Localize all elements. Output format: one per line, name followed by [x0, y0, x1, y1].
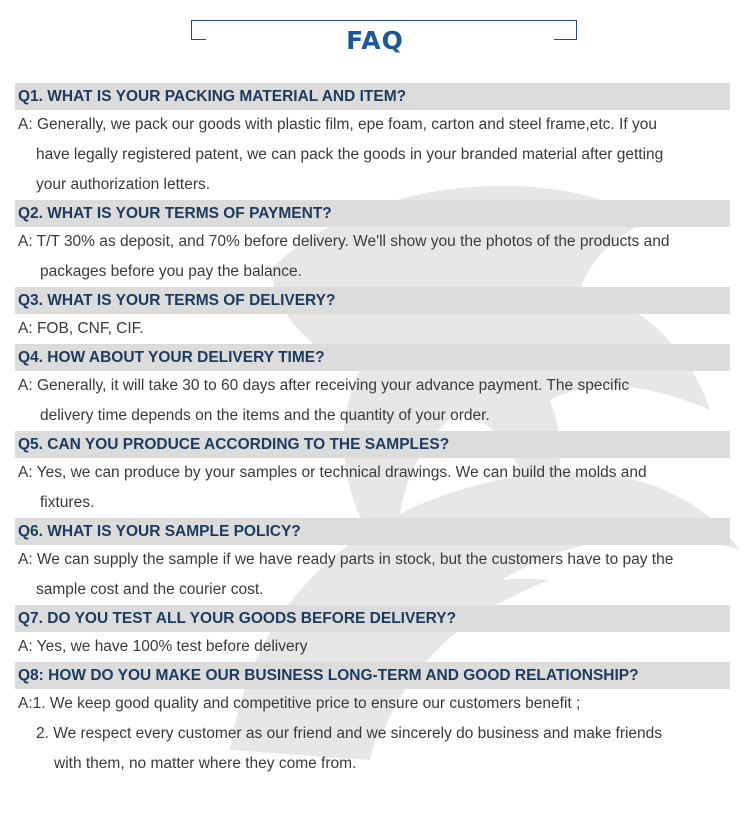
- question-7: Q7. DO YOU TEST ALL YOUR GOODS BEFORE DELIVERY?: [15, 605, 730, 632]
- question-5: Q5. CAN YOU PRODUCE ACCORDING TO THE SAMPLES?: [15, 431, 730, 458]
- answer-line: A: T/T 30% as deposit, and 70% before delivery. We'll show you the photos of the products and: [18, 233, 670, 250]
- answer-line: A:1. We keep good quality and competitive price to ensure our customers benefit ;: [18, 695, 581, 712]
- answer-line: with them, no matter where they come from.: [54, 755, 357, 772]
- answer-line: have legally registered patent, we can pack the goods in your branded material after getting: [36, 146, 664, 163]
- answer-line: A: Yes, we can produce by your samples or technical drawings. We can build the molds and: [18, 464, 647, 481]
- question-1: Q1. WHAT IS YOUR PACKING MATERIAL AND ITEM?: [15, 83, 730, 110]
- answer-line: A: Yes, we have 100% test before delivery: [18, 638, 308, 655]
- question-8: Q8: HOW DO YOU MAKE OUR BUSINESS LONG-TERM AND GOOD RELATIONSHIP?: [15, 662, 730, 689]
- answer-4: [0, 371, 750, 431]
- page-title: FAQ: [346, 26, 404, 55]
- answer-1: [0, 110, 750, 200]
- answer-line: delivery time depends on the items and the quantity of your order.: [40, 407, 490, 424]
- faq-list: [0, 83, 750, 779]
- question-2: Q2. WHAT IS YOUR TERMS OF PAYMENT?: [15, 200, 730, 227]
- answer-5: [0, 458, 750, 518]
- question-3: Q3. WHAT IS YOUR TERMS OF DELIVERY?: [15, 287, 730, 314]
- answer-8: [0, 689, 750, 779]
- question-4: Q4. HOW ABOUT YOUR DELIVERY TIME?: [15, 344, 730, 371]
- answer-7: [0, 632, 750, 662]
- question-6: Q6. WHAT IS YOUR SAMPLE POLICY?: [15, 518, 730, 545]
- answer-line: your authorization letters.: [36, 176, 211, 193]
- answer-line: packages before you pay the balance.: [40, 263, 302, 280]
- answer-3: [0, 314, 750, 344]
- answer-line: A: We can supply the sample if we have ready parts in stock, but the customers have to pay the: [18, 551, 674, 568]
- faq-header: [0, 0, 750, 70]
- answer-line: A: FOB, CNF, CIF.: [18, 320, 144, 337]
- answer-2: [0, 227, 750, 287]
- answer-6: [0, 545, 750, 605]
- answer-line: 2. We respect every customer as our friend and we sincerely do business and make friends: [36, 725, 663, 742]
- answer-line: sample cost and the courier cost.: [36, 581, 264, 598]
- answer-line: A: Generally, it will take 30 to 60 days after receiving your advance payment. The specific: [18, 377, 630, 394]
- answer-line: fixtures.: [40, 494, 95, 511]
- answer-line: A: Generally, we pack our goods with plastic film, epe foam, carton and steel frame,etc. If you: [18, 116, 657, 133]
